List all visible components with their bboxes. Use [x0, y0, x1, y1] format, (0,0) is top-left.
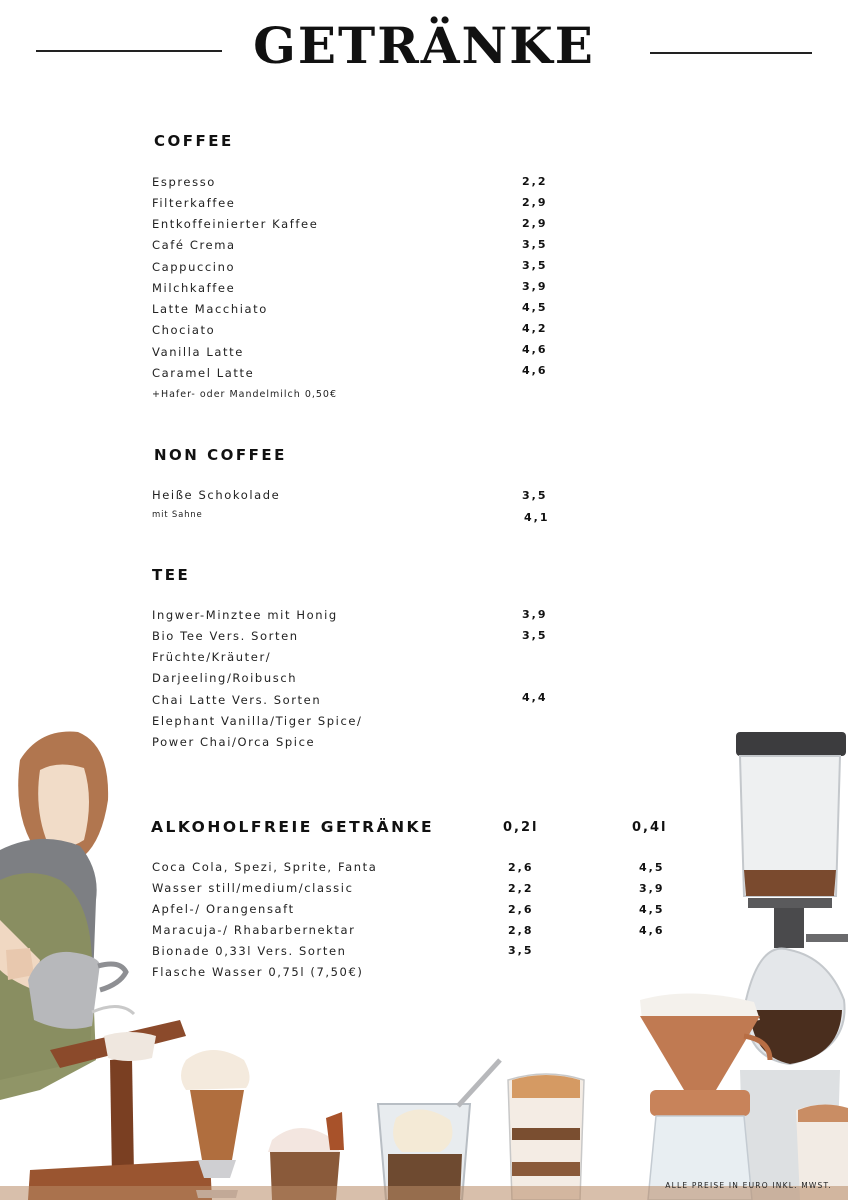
non-coffee-item-price: 4,1: [524, 511, 550, 524]
tee-item-name: Darjeeling/Roibusch: [152, 671, 298, 685]
coffee-item-name: Caramel Latte: [152, 366, 255, 380]
coffee-item-name: Latte Macchiato: [152, 302, 268, 316]
non-coffee-heading: NON COFFEE: [154, 446, 287, 464]
coffee-item-price: 4,5: [522, 301, 548, 314]
tee-item-name: Chai Latte Vers. Sorten: [152, 693, 322, 707]
coffee-item-price: 3,5: [522, 238, 548, 251]
softdrink-price-large: 4,5: [639, 861, 665, 874]
tee-item-price: 3,5: [522, 629, 548, 642]
softdrink-item-name: Bionade 0,33l Vers. Sorten: [152, 944, 347, 958]
softdrink-item-name: Coca Cola, Spezi, Sprite, Fanta: [152, 860, 378, 874]
softdrink-price-small: 3,5: [508, 944, 534, 957]
coffee-item-price: 4,6: [522, 343, 548, 356]
coffee-item-name: Entkoffeinierter Kaffee: [152, 217, 319, 231]
tee-item-name: Früchte/Kräuter/: [152, 650, 272, 664]
softdrink-price-small: 2,6: [508, 861, 534, 874]
softdrink-price-small: 2,8: [508, 924, 534, 937]
layered-latte-icon: [508, 1074, 584, 1200]
coffee-milk-note: +Hafer- oder Mandelmilch 0,50€: [152, 389, 338, 400]
softdrink-price-small: 2,2: [508, 882, 534, 895]
coffee-heading: COFFEE: [154, 132, 234, 150]
coffee-item-name: Milchkaffee: [152, 281, 236, 295]
softdrink-item-name: Maracuja-/ Rhabarbernektar: [152, 923, 356, 937]
non-coffee-item-name: Heiße Schokolade: [152, 488, 281, 502]
softdrink-price-large: 4,6: [639, 924, 665, 937]
softdrink-price-small: 2,6: [508, 903, 534, 916]
coffee-item-name: Espresso: [152, 175, 216, 189]
softdrinks-col-small: 0,2l: [503, 820, 539, 835]
affogato-icon: [378, 1060, 500, 1200]
tee-item-name: Ingwer-Minztee mit Honig: [152, 608, 338, 622]
coffee-item-price: 3,5: [522, 259, 548, 272]
coffee-item-name: Chociato: [152, 323, 216, 337]
coffee-item-name: Vanilla Latte: [152, 345, 244, 359]
tee-item-name: Bio Tee Vers. Sorten: [152, 629, 299, 643]
softdrink-item-name: Wasser still/medium/classic: [152, 881, 354, 895]
tee-item-name: Elephant Vanilla/Tiger Spice/: [152, 714, 363, 728]
softdrink-price-large: 4,5: [639, 903, 665, 916]
tee-item-price: 4,4: [522, 691, 548, 704]
softdrink-item-name: Flasche Wasser 0,75l (7,50€): [152, 965, 364, 979]
coffee-item-price: 4,2: [522, 322, 548, 335]
coffee-item-name: Cappuccino: [152, 260, 236, 274]
coffee-item-name: Filterkaffee: [152, 196, 236, 210]
coffee-item-price: 2,9: [522, 196, 548, 209]
non-coffee-item-price: 3,5: [522, 489, 548, 502]
tee-item-name: Power Chai/Orca Spice: [152, 735, 316, 749]
price-footnote: ALLE PREISE IN EURO INKL. MWST.: [665, 1181, 832, 1190]
page-title: GETRÄNKE: [253, 16, 595, 75]
softdrink-item-name: Apfel-/ Orangensaft: [152, 902, 295, 916]
softdrinks-heading: ALKOHOLFREIE GETRÄNKE: [151, 818, 435, 836]
tee-item-price: 3,9: [522, 608, 548, 621]
coffee-item-price: 4,6: [522, 364, 548, 377]
milk-pitcher-icon: [28, 952, 134, 1029]
coffee-item-price: 3,9: [522, 280, 548, 293]
non-coffee-item-name: mit Sahne: [152, 510, 203, 520]
coffee-item-name: Café Crema: [152, 238, 236, 252]
coffee-item-price: 2,2: [522, 175, 548, 188]
softdrinks-col-large: 0,4l: [632, 820, 668, 835]
coffee-item-price: 2,9: [522, 217, 548, 230]
softdrink-price-large: 3,9: [639, 882, 665, 895]
tee-heading: TEE: [152, 566, 191, 584]
